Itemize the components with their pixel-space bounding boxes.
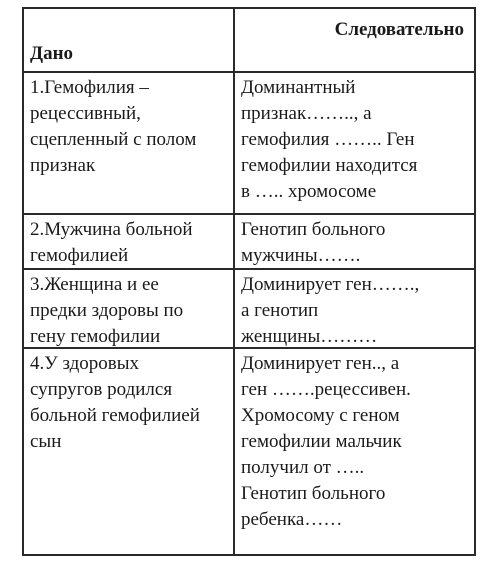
row-1-given: 1.Гемофилия – рецессивный, сцепленный с полом признак bbox=[24, 73, 235, 215]
row-3-given: 3.Женщина и ее предки здоровы по гену гемофилии bbox=[24, 270, 235, 349]
genetics-table bbox=[22, 7, 476, 556]
row-3-therefore: Доминирует ген……., а генотип женщины……… bbox=[235, 270, 474, 349]
row-4-given: 4.У здоровых супругов родился больной гемофилией сын bbox=[24, 349, 235, 554]
row-2-given: 2.Мужчина больной гемофилией bbox=[24, 215, 235, 270]
header-given: Дано bbox=[24, 9, 235, 73]
row-1-therefore: Доминантный признак…….., а гемофилия …….. Ген гемофилии находится в ….. хромосоме bbox=[235, 73, 474, 215]
row-2-therefore: Генотип больного мужчины……. bbox=[235, 215, 474, 270]
row-4-therefore: Доминирует ген.., а ген …….рецессивен. Хромосому с геном гемофилии мальчик получил от ….. Генотип больного ребенка…… bbox=[241, 353, 411, 530]
header-therefore: Следовательно bbox=[235, 9, 474, 73]
